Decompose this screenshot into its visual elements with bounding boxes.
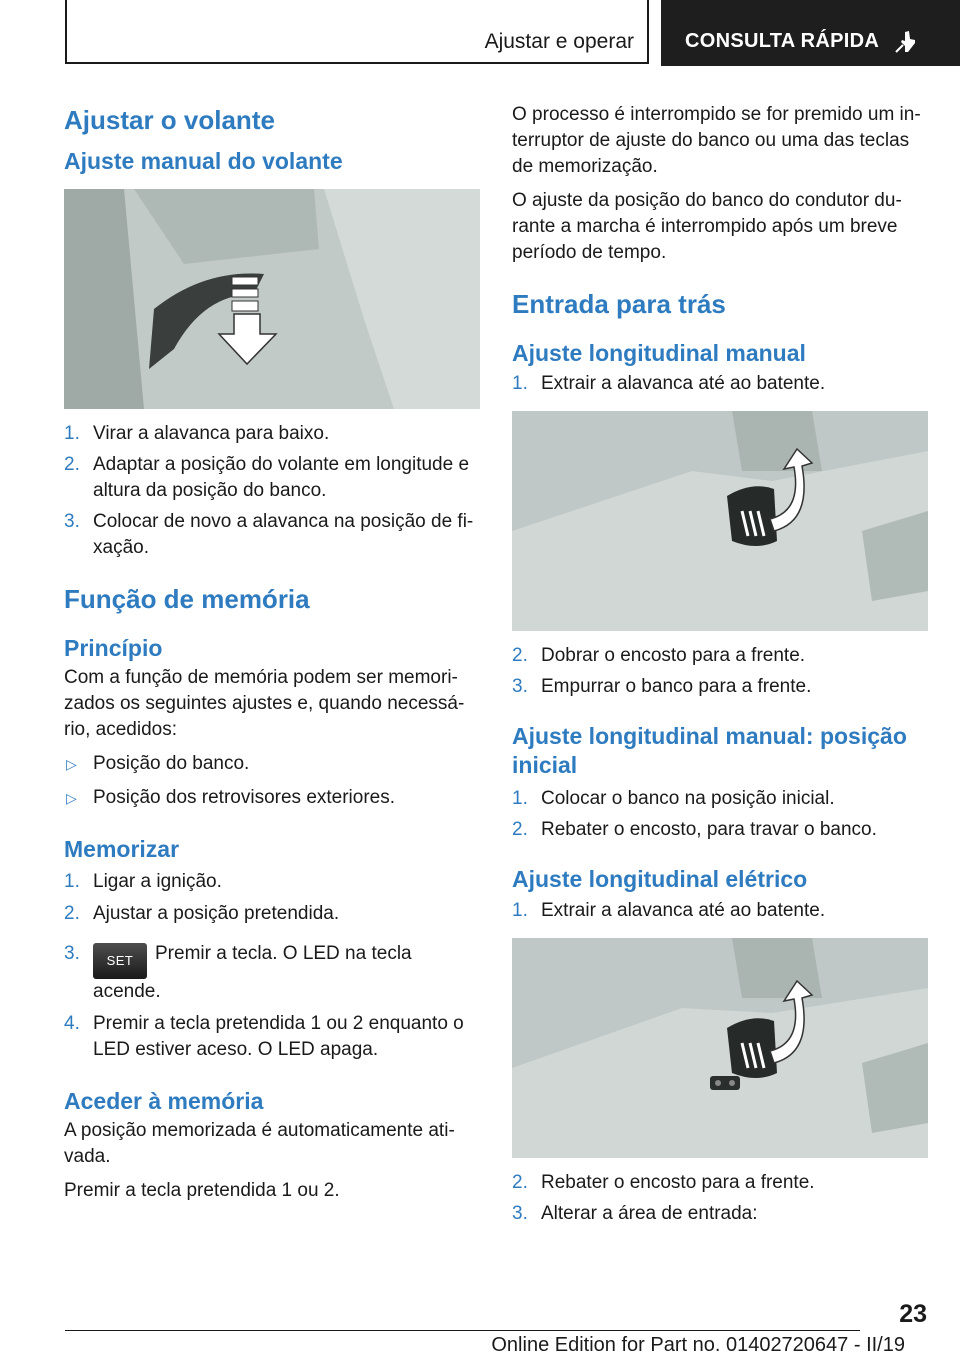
step-text: Premir a tecla. O LED na tecla acende.	[93, 943, 412, 1003]
list-item	[64, 901, 480, 927]
step-number: 1.	[64, 423, 80, 445]
heading-ajustar-volante: Ajustar o volante	[64, 105, 275, 135]
volante-steps	[64, 421, 480, 561]
principio-text: Com a função de memória podem ser memorizados os seguintes ajustes e, quando necessário, acedidos:	[64, 666, 465, 740]
seat-lever-illustration	[512, 411, 928, 631]
bullet-triangle-icon: ▷	[66, 755, 77, 772]
step-number: 1.	[512, 373, 528, 395]
list-item	[64, 869, 480, 895]
list-item	[512, 1170, 928, 1196]
heading-memorizar: Memorizar	[64, 835, 180, 862]
step-text: Rebater o encosto para a frente.	[541, 1171, 815, 1193]
step-text: Colocar o banco na posição inicial.	[541, 787, 835, 809]
heading-entrada-tras: Entrada para trás	[512, 289, 726, 319]
step-text: Extrair a alavanca até ao batente.	[541, 373, 826, 395]
heading-aceder-memoria: Aceder à memória	[64, 1088, 264, 1115]
step-text: Virar a alavanca para baixo.	[93, 423, 330, 445]
principio-bullets	[64, 751, 480, 811]
list-item	[64, 1011, 480, 1063]
interrupt-text: O processo é interrompido se for premido um interruptor de ajuste do banco ou uma das teclas de memorização.	[512, 104, 921, 177]
step-number: 3.	[64, 943, 80, 965]
step-number: 3.	[512, 1202, 528, 1224]
heading-principio: Princípio	[64, 634, 163, 661]
quick-reference-tab[interactable]	[661, 0, 960, 66]
list-item	[512, 643, 928, 669]
step-text: Dobrar o encosto para a frente.	[541, 645, 806, 667]
right-column	[512, 96, 928, 1227]
list-item	[512, 1201, 928, 1227]
step-number: 1.	[512, 899, 528, 921]
long-eletrico-step-1	[512, 898, 928, 924]
long-eletrico-steps	[512, 1170, 928, 1227]
step-text: Rebater o encosto, para travar o banco.	[541, 818, 877, 840]
step-number: 1.	[512, 787, 528, 809]
long-manual-steps	[512, 643, 928, 700]
heading-ajuste-manual-volante: Ajuste manual do volante	[64, 147, 343, 174]
memorizar-steps	[64, 869, 480, 1063]
long-inicial-steps	[512, 786, 928, 843]
step-text: Adaptar a posição do volante em longitude e altura da posição do banco.	[93, 454, 470, 502]
aceder-text-2: Premir a tecla pretendida 1 ou 2.	[64, 1180, 340, 1201]
electric-seat-lever-illustration	[512, 938, 928, 1158]
list-item	[64, 751, 480, 777]
heading-ajuste-longitudinal-manual: Ajuste longitudinal manual	[512, 339, 806, 366]
step-text: Alterar a área de entrada:	[541, 1202, 758, 1224]
footer-edition: Online Edition for Part no. 01402720647 - II/19	[491, 1334, 905, 1356]
step-text: Colocar de novo a alavanca na posição de fixação.	[93, 511, 474, 559]
heading-funcao-memoria: Função de memória	[64, 584, 310, 615]
page-number: 23	[899, 1300, 927, 1328]
step-number: 3.	[64, 511, 80, 533]
left-column	[64, 96, 480, 1204]
step-text: Empurrar o banco para a frente.	[541, 676, 812, 698]
step-number: 2.	[512, 645, 528, 667]
step-text: Ligar a ignição.	[93, 871, 222, 893]
list-item	[512, 371, 928, 397]
step-number: 4.	[64, 1013, 80, 1035]
step-number: 3.	[512, 676, 528, 698]
heading-ajuste-longitudinal-eletrico: Ajuste longitudinal elétrico	[512, 865, 808, 892]
drive-interrupt-text: O ajuste da posição do banco do condutor durante a marcha é interrompido após um breve período de tempo.	[512, 190, 902, 263]
list-item	[512, 898, 928, 924]
step-number: 2.	[512, 818, 528, 840]
step-text: Extrair a alavanca até ao batente.	[541, 899, 826, 921]
list-item	[64, 785, 480, 811]
bullet-text: Posição dos retrovisores exteriores.	[93, 786, 396, 808]
set-key-icon: SET	[93, 943, 147, 979]
step-number: 2.	[512, 1171, 528, 1193]
long-manual-step-1	[512, 371, 928, 397]
aceder-text-1: A posição memorizada é automaticamente ativada.	[64, 1120, 455, 1167]
heading-posicao-inicial: Ajuste longitudinal manual: posição inicial	[512, 723, 907, 778]
list-item	[64, 421, 480, 447]
steering-lever-illustration	[64, 189, 480, 409]
touch-icon	[893, 28, 921, 56]
list-item	[64, 941, 480, 1005]
step-text: Ajustar a posição pretendida.	[93, 903, 340, 925]
list-item	[512, 786, 928, 812]
step-number: 1.	[64, 871, 80, 893]
step-text: Premir a tecla pretendida 1 ou 2 enquanto o LED estiver aceso. O LED apaga.	[93, 1013, 464, 1061]
list-item	[512, 817, 928, 843]
list-item	[64, 452, 480, 504]
list-item	[64, 509, 480, 561]
bullet-triangle-icon: ▷	[66, 789, 77, 806]
quick-reference-tab-label: CONSULTA RÁPIDA	[685, 30, 880, 52]
footer-divider	[65, 1330, 860, 1331]
header-section-title: Ajustar e operar	[484, 30, 634, 53]
bullet-text: Posição do banco.	[93, 752, 250, 774]
list-item	[512, 674, 928, 700]
step-number: 2.	[64, 903, 80, 925]
step-number: 2.	[64, 454, 80, 476]
